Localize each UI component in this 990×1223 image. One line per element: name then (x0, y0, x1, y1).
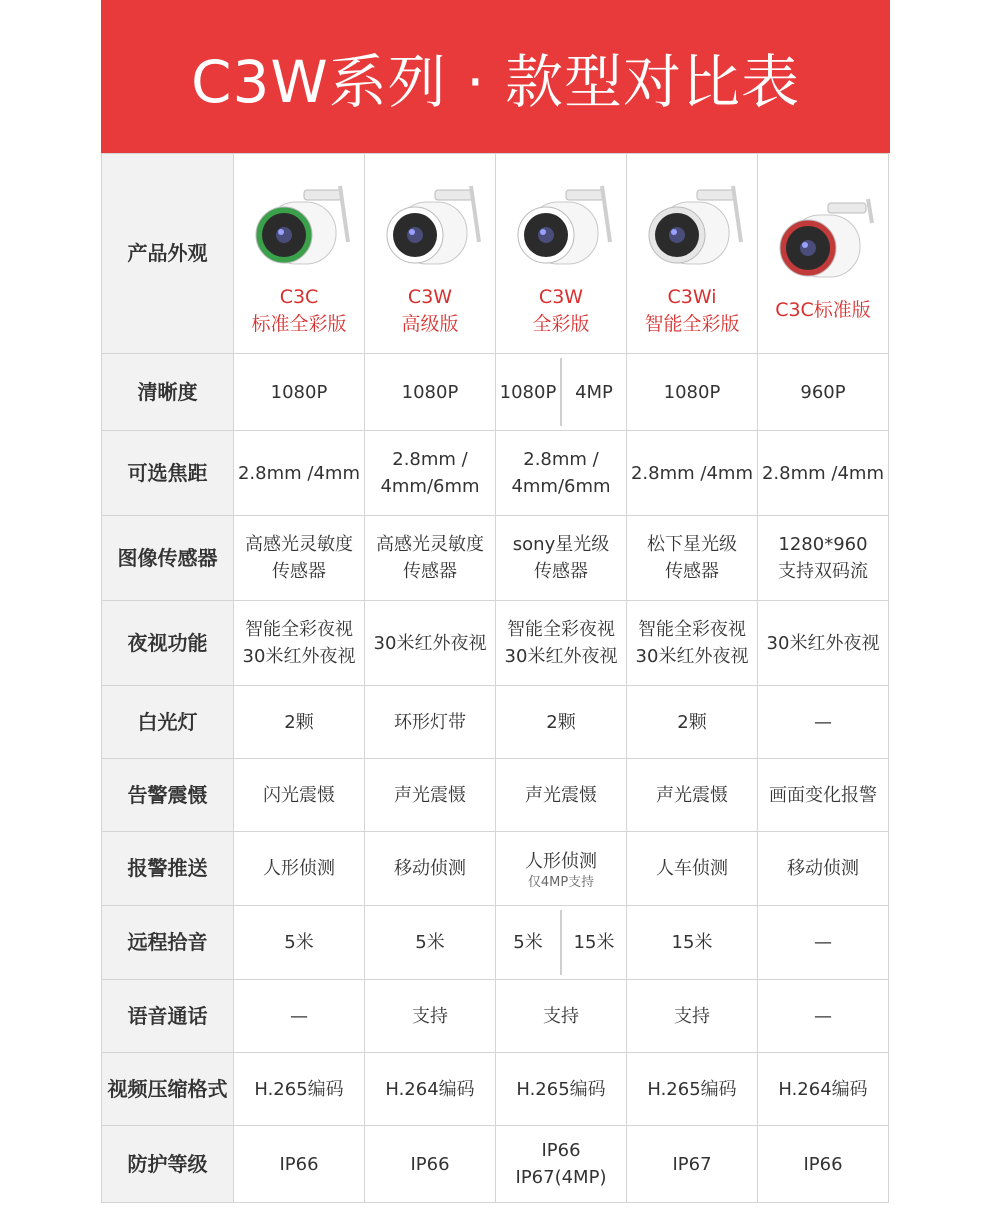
cell-value: 支持 (543, 1005, 579, 1027)
table-row (102, 759, 889, 832)
table-cell (365, 686, 496, 759)
cell-value: 5米 (513, 932, 543, 953)
table-cell (496, 431, 627, 516)
table-cell (758, 906, 889, 980)
table-cell (496, 601, 627, 686)
cell-value: 支持 (674, 1005, 710, 1027)
table-row (102, 906, 889, 980)
table-cell (496, 906, 627, 980)
camera-icon (506, 180, 616, 280)
cell-value: 4mm/6mm (380, 476, 480, 497)
camera-icon (768, 193, 878, 293)
cell-value: 声光震慑 (525, 784, 597, 806)
cell-value: 5米 (284, 932, 314, 953)
table-cell (627, 906, 758, 980)
product-cell (627, 154, 758, 354)
table-cell (496, 686, 627, 759)
table-cell (758, 832, 889, 906)
cell-value: — (290, 1005, 308, 1027)
table-cell (627, 686, 758, 759)
cell-value: 传感器 (665, 561, 719, 582)
row-label: 视频压缩格式 (102, 1053, 234, 1126)
cell-value: 30米红外夜视 (242, 646, 356, 667)
row-label: 远程拾音 (102, 906, 234, 980)
cell-value: 声光震慑 (394, 784, 466, 806)
table-cell (758, 431, 889, 516)
cell-value: 30米红外夜视 (635, 646, 749, 667)
product-variant: 高级版 (401, 312, 459, 335)
cell-value: 5米 (415, 932, 445, 953)
cell-value: IP67(4MP) (515, 1167, 607, 1188)
table-row (102, 1053, 889, 1126)
row-label: 可选焦距 (102, 431, 234, 516)
cell-value: 智能全彩夜视 (638, 619, 746, 640)
cell-value: 1080P (663, 381, 721, 403)
table-cell (496, 1126, 627, 1203)
cell-value: sony星光级 (512, 534, 610, 555)
table-row (102, 832, 889, 906)
row-label: 夜视功能 (102, 601, 234, 686)
table-cell (627, 1053, 758, 1126)
table-cell (234, 686, 365, 759)
row-label: 语音通话 (102, 980, 234, 1053)
cell-value: 2.8mm /4mm (630, 462, 753, 484)
cell-value: IP66 (803, 1153, 843, 1175)
table-cell (758, 980, 889, 1053)
product-row (102, 154, 889, 354)
table-cell (627, 980, 758, 1053)
cell-value: 1080P (270, 381, 328, 403)
row-label: 告警震慑 (102, 759, 234, 832)
cell-value: 15米 (573, 932, 615, 953)
camera-icon (637, 180, 747, 280)
table-row (102, 686, 889, 759)
table-cell (234, 906, 365, 980)
table-cell (365, 431, 496, 516)
cell-value: 960P (800, 381, 846, 403)
cell-value: 2.8mm /4mm (237, 462, 360, 484)
cell-value: 支持双码流 (778, 561, 868, 582)
row-label: 报警推送 (102, 832, 234, 906)
product-cell (496, 154, 627, 354)
table-cell (627, 832, 758, 906)
cell-value: 声光震慑 (656, 784, 728, 806)
cell-value: 支持 (412, 1005, 448, 1027)
cell-value: — (814, 711, 832, 733)
table-row (102, 601, 889, 686)
cell-value: 闪光震慑 (263, 784, 335, 806)
table-cell (758, 516, 889, 601)
cell-value: IP67 (672, 1153, 712, 1175)
table-cell (234, 1126, 365, 1203)
row-label: 防护等级 (102, 1126, 234, 1203)
cell-value: 传感器 (534, 561, 588, 582)
table-cell (234, 832, 365, 906)
cell-value: 30米红外夜视 (766, 632, 880, 654)
table-cell (496, 516, 627, 601)
table-cell (234, 516, 365, 601)
cell-value: 松下星光级 (647, 534, 737, 555)
table-cell (758, 1053, 889, 1126)
table-cell (758, 601, 889, 686)
table-cell (758, 759, 889, 832)
table-cell (234, 431, 365, 516)
comparison-table (101, 153, 889, 1203)
row-label: 图像传感器 (102, 516, 234, 601)
cell-value: 画面变化报警 (769, 784, 877, 806)
cell-value: — (814, 932, 832, 953)
cell-value: H.265编码 (516, 1078, 606, 1100)
cell-value: 2.8mm / (523, 449, 599, 470)
row-label: 产品外观 (102, 154, 234, 354)
table-cell (627, 516, 758, 601)
page-title: C3W系列 · 款型对比表 (190, 47, 801, 116)
table-cell (627, 1126, 758, 1203)
cell-value: 1080P (401, 381, 459, 403)
row-label: 白光灯 (102, 686, 234, 759)
table-row (102, 431, 889, 516)
cell-value: 15米 (671, 932, 713, 953)
cell-value: 高感光灵敏度 (245, 534, 353, 555)
table-cell (234, 354, 365, 431)
product-cell (758, 154, 889, 354)
cell-value: 人形侦测 (263, 858, 335, 879)
table-cell (496, 832, 627, 906)
table-cell (365, 980, 496, 1053)
table-cell (365, 1126, 496, 1203)
camera-icon (244, 180, 354, 280)
table-cell (234, 601, 365, 686)
table-cell (365, 906, 496, 980)
table-row (102, 516, 889, 601)
title-banner (101, 0, 890, 153)
cell-value: H.264编码 (385, 1078, 475, 1100)
table-cell (365, 516, 496, 601)
table-cell (234, 1053, 365, 1126)
table-cell (627, 759, 758, 832)
table-cell (365, 1053, 496, 1126)
table-cell (758, 354, 889, 431)
cell-value: 2颗 (546, 711, 576, 733)
cell-value: 移动侦测 (787, 858, 859, 879)
cell-value: 2.8mm / (392, 449, 468, 470)
cell-value: 人形侦测 (525, 850, 597, 872)
table-cell (365, 601, 496, 686)
product-model: C3C标准版 (775, 299, 871, 321)
table-cell (627, 431, 758, 516)
table-cell (234, 759, 365, 832)
cell-value: 智能全彩夜视 (245, 619, 353, 640)
product-model: C3W (538, 285, 584, 308)
cell-value: 移动侦测 (394, 858, 466, 879)
table-cell (627, 601, 758, 686)
cell-value: IP66 (279, 1153, 319, 1175)
product-variant: 智能全彩版 (644, 312, 740, 335)
table-cell (496, 759, 627, 832)
cell-value: 2.8mm /4mm (761, 462, 884, 484)
row-label: 清晰度 (102, 354, 234, 431)
product-cell (234, 154, 365, 354)
table-cell (496, 980, 627, 1053)
cell-value: 30米红外夜视 (373, 632, 487, 654)
product-model: C3Wi (667, 285, 717, 308)
cell-value: 传感器 (403, 561, 457, 582)
table-cell (365, 832, 496, 906)
cell-note: 仅4MP支持 (527, 874, 595, 890)
product-variant: 标准全彩版 (251, 312, 347, 335)
cell-value: 高感光灵敏度 (376, 534, 484, 555)
cell-value: 4mm/6mm (511, 476, 611, 497)
product-model: C3W (407, 285, 453, 308)
cell-value: 30米红外夜视 (504, 646, 618, 667)
product-model: C3C (279, 285, 319, 308)
cell-value: 人车侦测 (656, 858, 728, 879)
table-cell (758, 1126, 889, 1203)
cell-value: 传感器 (272, 561, 326, 582)
table-row (102, 1126, 889, 1203)
cell-value: 4MP (575, 381, 613, 403)
table-cell (496, 354, 627, 431)
table-cell (234, 980, 365, 1053)
table-cell (496, 1053, 627, 1126)
cell-value: IP66 (410, 1153, 450, 1175)
cell-value: — (814, 1005, 832, 1027)
cell-value: 环形灯带 (394, 711, 466, 733)
cell-value: 1280*960 (778, 534, 868, 555)
table-row (102, 980, 889, 1053)
cell-value: H.265编码 (254, 1078, 344, 1100)
table-cell (758, 686, 889, 759)
camera-icon (375, 180, 485, 280)
cell-value: H.264编码 (778, 1078, 868, 1100)
cell-value: IP66 (541, 1140, 581, 1161)
table-row (102, 354, 889, 431)
table-cell (365, 354, 496, 431)
cell-value: 2颗 (677, 711, 707, 733)
product-cell (365, 154, 496, 354)
cell-value: 2颗 (284, 711, 314, 733)
product-variant: 全彩版 (532, 312, 590, 335)
cell-value: 1080P (499, 381, 557, 403)
cell-value: H.265编码 (647, 1078, 737, 1100)
table-cell (365, 759, 496, 832)
table-cell (627, 354, 758, 431)
cell-value: 智能全彩夜视 (507, 619, 615, 640)
